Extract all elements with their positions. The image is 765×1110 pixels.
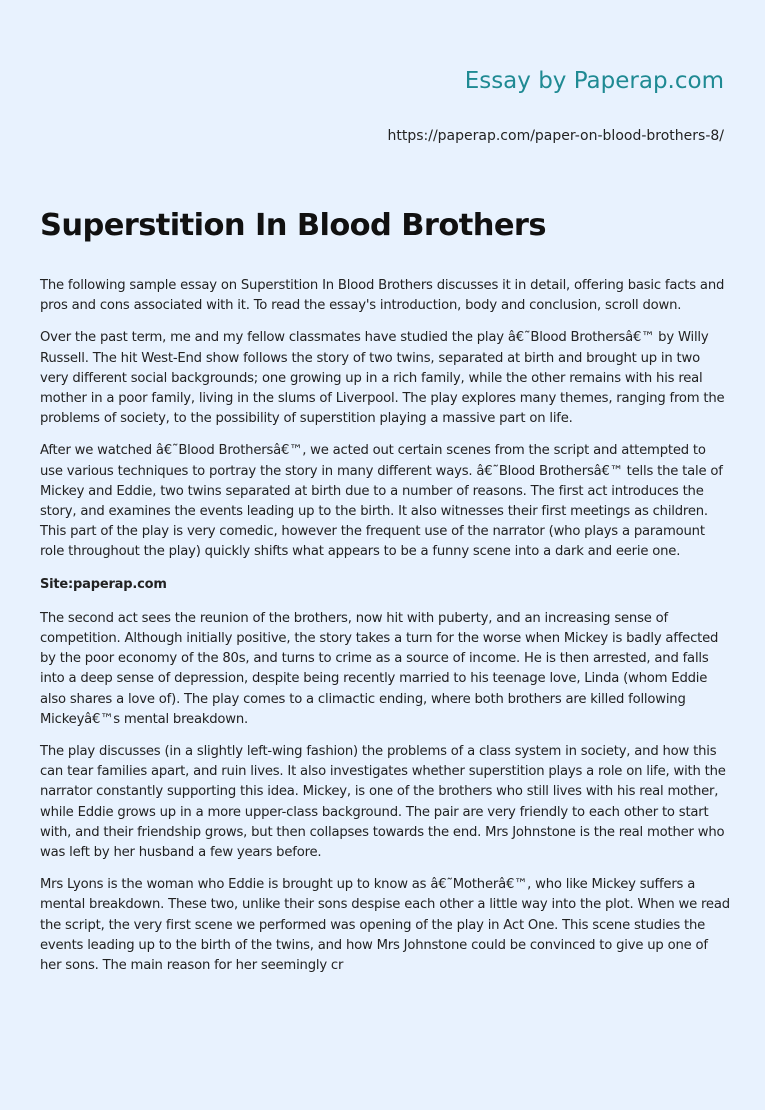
site-label: Site:paperap.com [40, 576, 167, 592]
intro-paragraph: The following sample essay on Superstition In Blood Brothers discusses it in detail, offering basic facts and pros and cons associated with it. To read the essay's introduction, body and conclusion, scroll down. [40, 278, 725, 314]
body-paragraph: Mrs Lyons is the woman who Eddie is brought up to know as â€˜Motherâ€™, who like Mickey suffers a mental breakdown. These two, unlike their sons despise each other a little way into the plot. When we read the script, the very first scene we performed was opening of the play in Act One. This scene studies the events leading up to the birth of the twins, and how Mrs Johnstone could be convinced to give up one of her sons. The main reason for her seemingly cr [40, 877, 730, 974]
essay-body [40, 276, 730, 988]
body-paragraph: The second act sees the reunion of the brothers, now hit with puberty, and an increasing sense of competition. Although initially positive, the story takes a turn for the worse when Mickey is badly affected by the poor economy of the 80s, and turns to crime as a source of income. He is then arrested, and falls into a deep sense of depression, despite being recently married to his teenage love, Linda (whom Eddie also shares a love of). The play comes to a climactic ending, where both brothers are killed following Mickeyâ€™s mental breakdown. [40, 610, 719, 727]
body-paragraph: The play discusses (in a slightly left-wing fashion) the problems of a class system in society, and how this can tear families apart, and ruin lives. It also investigates whether superstition plays a role on life, with the narrator constantly supporting this idea. Mickey, is one of the brothers who still lives with his real mother, while Eddie grows up in a more upper-class background. The pair are very friendly to each other to start with, and their friendship grows, but then collapses towards the end. Mrs Johnstone is the real mother who was left by her husband a few years before. [40, 744, 726, 861]
site-brand-title[interactable]: Essay by Paperap.com [464, 68, 724, 94]
essay-title: Superstition In Blood Brothers [40, 208, 546, 243]
source-url: https://paperap.com/paper-on-blood-brothers-8/ [387, 128, 724, 144]
body-paragraph: After we watched â€˜Blood Brothersâ€™, we acted out certain scenes from the script and attempted to use various techniques to portray the story in many different ways. â€˜Blood Brothersâ€™ tells the tale of Mickey and Eddie, two twins separated at birth due to a number of reasons. The first act introduces the story, and examines the events leading up to the birth. It also witnesses their first meetings as children. This part of the play is very comedic, however the frequent use of the narrator (who plays a paramount role throughout the play) quickly shifts what appears to be a funny scene into a dark and eerie one. [40, 443, 723, 560]
body-paragraph: Over the past term, me and my fellow classmates have studied the play â€˜Blood Brothersâ€™ by Willy Russell. The hit West-End show follows the story of two twins, separated at birth and brought up in two very different social backgrounds; one growing up in a rich family, while the other remains with his real mother in a poor family, living in the slums of Liverpool. The play explores many themes, ranging from the problems of society, to the possibility of superstition playing a massive part on life. [40, 330, 725, 427]
